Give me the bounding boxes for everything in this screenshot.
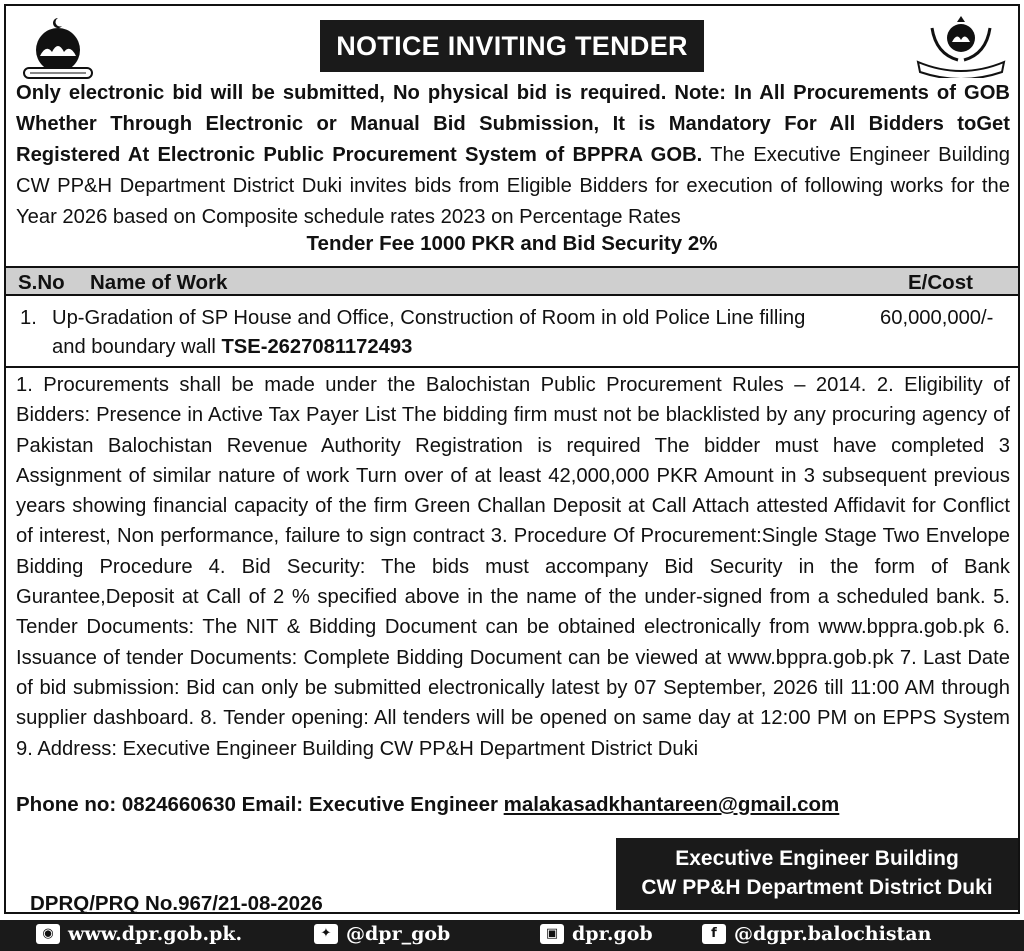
footer-bar — [0, 920, 1024, 951]
twitter-icon: ✦ — [314, 924, 338, 944]
facebook-icon: f — [702, 924, 726, 944]
row-cost: 60,000,000/- — [880, 307, 994, 329]
contact-line — [16, 793, 839, 817]
intro-paragraph — [16, 78, 1010, 233]
footer-instagram[interactable] — [540, 923, 653, 945]
row-tse-number: TSE-2627081172493 — [221, 336, 413, 358]
balochistan-emblem-logo — [20, 14, 96, 84]
header-sno: S.No — [18, 271, 65, 294]
email-link[interactable]: malakasadkhantareen@gmail.com — [503, 793, 840, 816]
table-divider — [6, 366, 1018, 368]
dgpr-emblem-logo — [914, 14, 1008, 78]
row-sno: 1. — [20, 307, 37, 329]
header-name-of-work: Name of Work — [90, 271, 228, 294]
footer-instagram-text: dpr.gob — [572, 923, 653, 945]
phone-label: Phone no: 0824660630 Email: Executive Engineer — [16, 793, 498, 816]
signoff-box — [616, 838, 1018, 910]
footer-facebook-text: @dgpr.balochistan — [734, 923, 932, 945]
signoff-line1: Executive Engineer Building — [675, 847, 959, 870]
header-ecost: E/Cost — [908, 271, 973, 294]
footer-website-text: www.dpr.gob.pk. — [68, 923, 243, 945]
footer-twitter-text: @dpr_gob — [346, 923, 451, 945]
footer-twitter[interactable] — [314, 923, 450, 945]
footer-facebook[interactable] — [702, 923, 931, 945]
tender-fee-line: Tender Fee 1000 PKR and Bid Security 2% — [306, 232, 718, 255]
globe-icon: ◉ — [36, 924, 60, 944]
row-work — [52, 304, 812, 362]
intro-normal-text: The Executive Engineer Building CW PP&H Department District Duki invites bids from Eligible Bidders for execution of following works for the Year 2026 based on Composite schedule rates 2023 on Percentage Rates — [16, 144, 1010, 228]
reference-number: DPRQ/PRQ No.967/21-08-2026 — [30, 892, 323, 915]
intro-bold-text: Only electronic bid will be submitted, No physical bid is required. Note: In All Procurements of GOB Whether Through Electronic or Manual Bid Submission, It is Mandatory For All Bidders toGet Registered At Electronic Public Procurement System of BPPRA GOB. — [16, 82, 1010, 166]
instagram-icon: ▣ — [540, 924, 564, 944]
signoff-line2: CW PP&H Department District Duki — [641, 876, 993, 899]
terms-paragraph: 1. Procurements shall be made under the Balochistan Public Procurement Rules – 2014. 2. Eligibility of Bidders: Presence in Active Tax Payer List The bidding firm must not be blacklisted by any procuring agency of Pakistan Balochistan Revenue Authority Registration is required The bidder must have completed 3 Assignment of similar nature of work Turn over of at least 42,000,000 PKR Amount in 3 subsequent previous years showing financial capacity of the firm Green Challan Deposit at Call Attach attested Affidavit for Conflict of interest, Non performance, failure to sign contract 3. Procedure Of Procurement:Single Stage Two Envelope Bidding Procedure 4. Bid Security: The bids must accompany Bid Security in the form of Bank Gurantee,Deposit at Call of 2 % specified above in the name of the under-signed from a scheduled bank. 5. Tender Documents: The NIT & Bidding Document can be obtained electronically from www.bppra.gob.pk 6. Issuance of tender Documents: Complete Bidding Document can be viewed at www.bppra.gob.pk 7. Last Date of bid submission: Bid can only be submitted electronically latest by 07 September, 2026 till 11:00 AM through supplier dashboard. 8. Tender opening: All tenders will be opened on same day at 12:00 PM on EPPS System 9. Address: Executive Engineer Building CW PP&H Department District Duki — [16, 374, 1010, 760]
page-title: NOTICE INVITING TENDER — [320, 20, 704, 72]
table-header — [6, 266, 1018, 296]
row-work-text: Up-Gradation of SP House and Office, Construction of Room in old Police Line filling and boundary wall — [52, 307, 806, 358]
footer-website[interactable] — [36, 923, 242, 945]
